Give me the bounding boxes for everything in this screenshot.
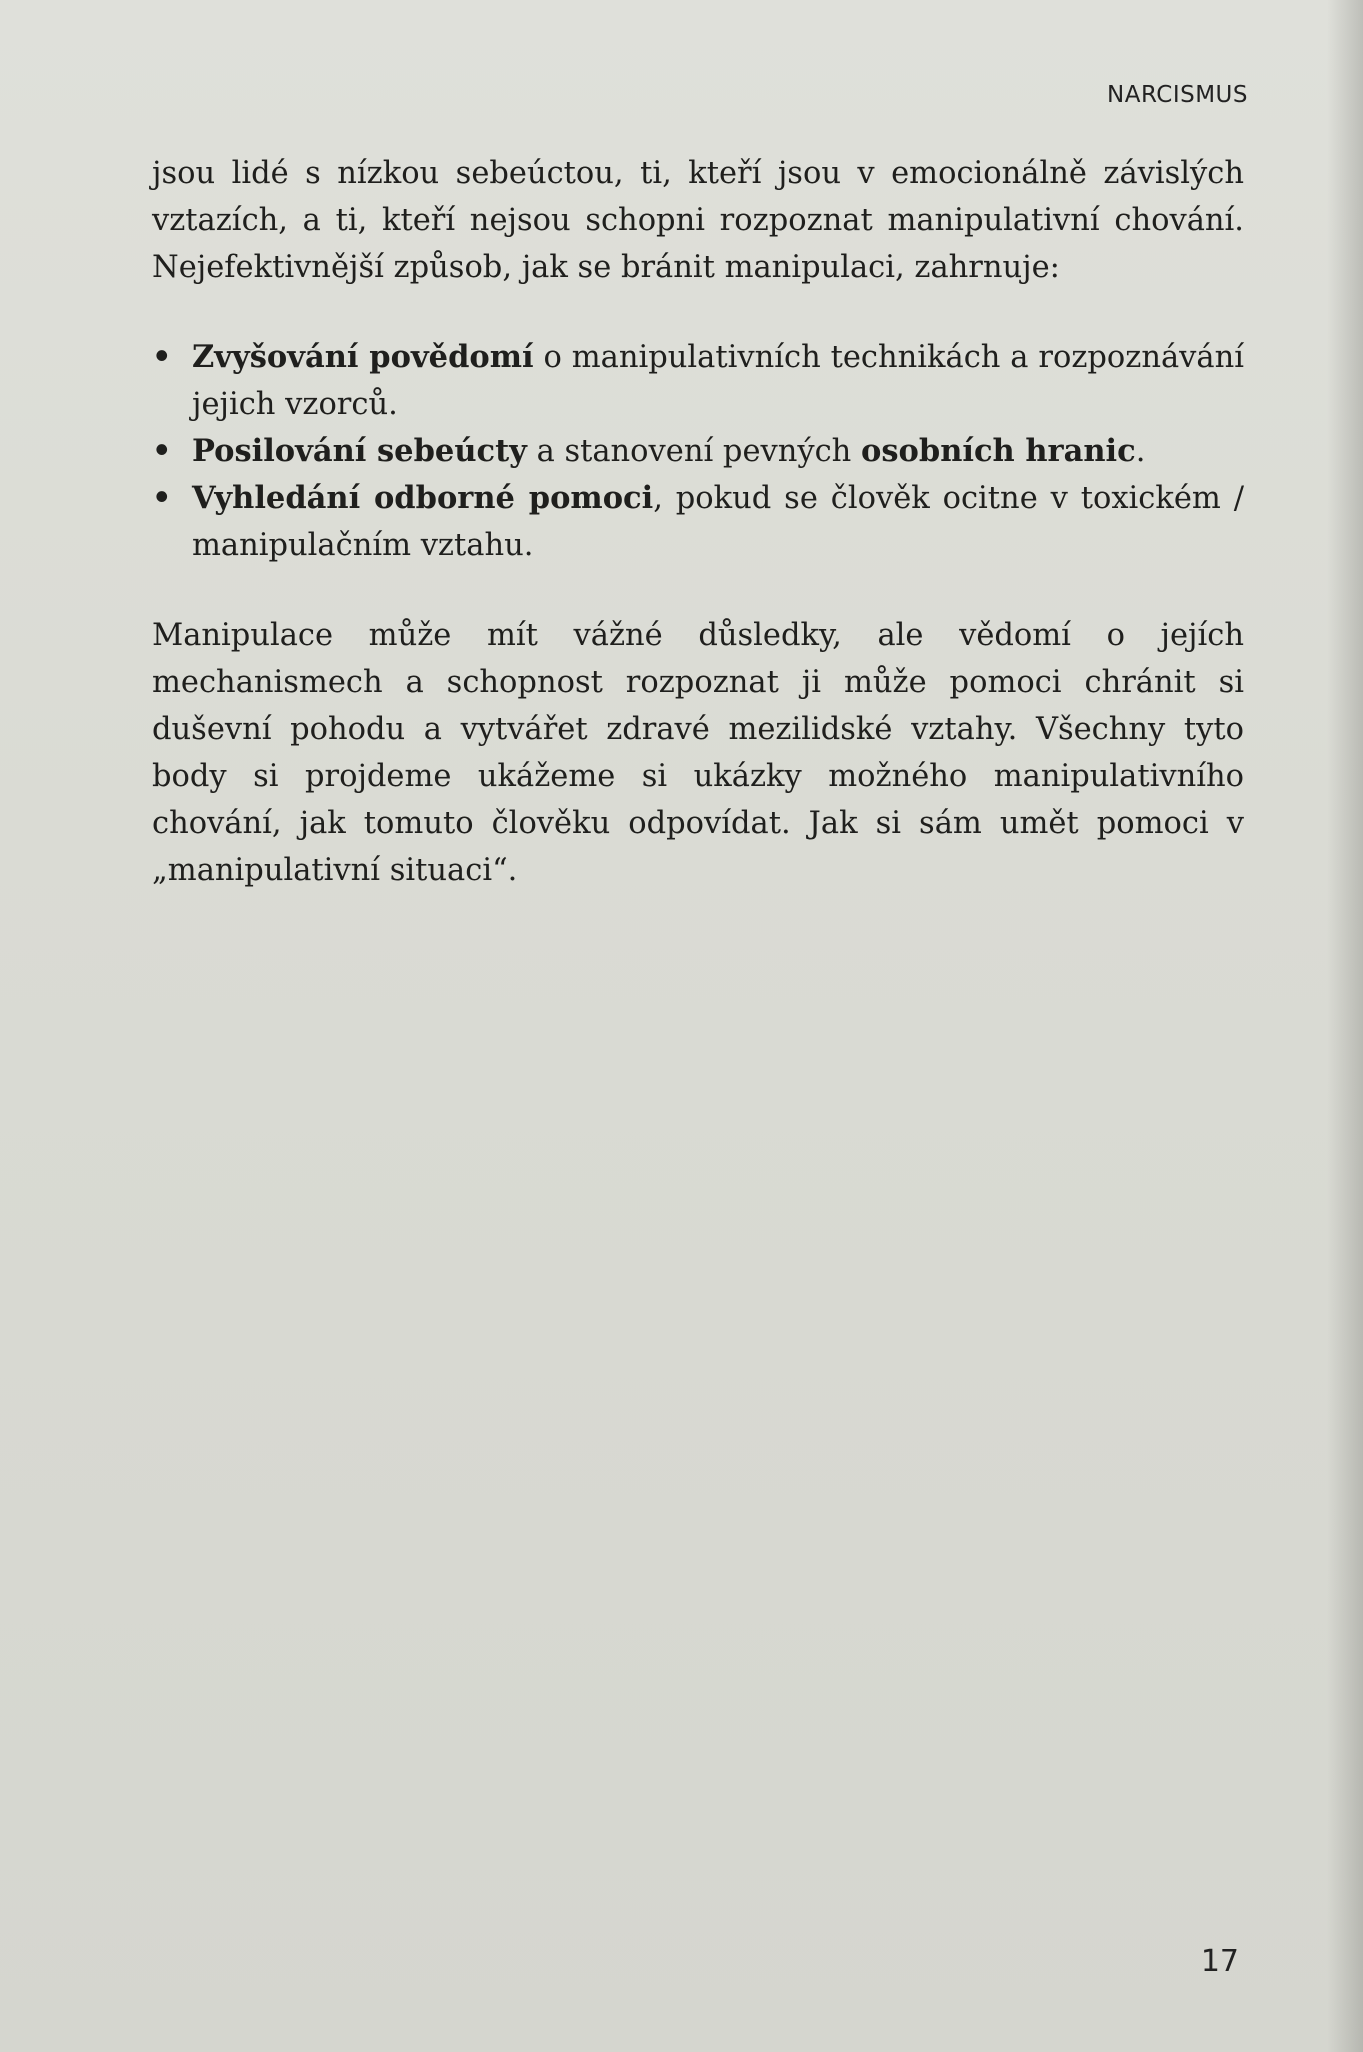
- list-item: [152, 428, 1244, 475]
- running-head: NARCISMUS: [1107, 82, 1248, 108]
- bullet-list: [152, 334, 1244, 569]
- page-edge-shadow: [1327, 0, 1363, 2052]
- page-number: 17: [1200, 1944, 1239, 1979]
- emphasis: Posilování sebeúcty: [192, 433, 527, 469]
- item-text: o manipulativních technikách a rozpoznávání jejich vzorců.: [192, 340, 1244, 422]
- emphasis: Zvyšování povědomí: [192, 339, 534, 375]
- body-text: [152, 150, 1244, 894]
- item-text: a stanovení pevných: [526, 434, 862, 469]
- list-item: [152, 475, 1244, 569]
- bullet-marker: •: [152, 433, 172, 469]
- item-text: .: [1135, 434, 1146, 469]
- emphasis: osobních hranic: [861, 433, 1136, 469]
- bullet-marker: •: [152, 480, 172, 516]
- intro-paragraph: jsou lidé s nízkou sebeúctou, ti, kteří jsou v emocionálně závislých vztazích, a ti, kteří nejsou schopni rozpoznat manipulativní chování. Nejefektivnější způsob, jak se bránit manipulaci, zahrnuje:: [152, 156, 1244, 285]
- item-text: , pokud se člověk ocitne v toxickém / manipulačním vztahu.: [192, 481, 1244, 563]
- closing-paragraph: Manipulace může mít vážné důsledky, ale vědomí o jejích mechanismech a schopnost rozpoznat ji může pomoci chránit si duševní pohodu a vytvářet zdravé mezilidské vztahy. Všechny tyto body si projdeme ukážeme si ukázky možného manipulativního chování, jak tomuto člověku odpovídat. Jak si sám umět pomoci v „manipulativní situaci“.: [152, 618, 1244, 888]
- emphasis: Vyhledání odborné pomoci: [192, 480, 654, 516]
- bullet-marker: •: [152, 339, 172, 375]
- list-item: [152, 334, 1244, 428]
